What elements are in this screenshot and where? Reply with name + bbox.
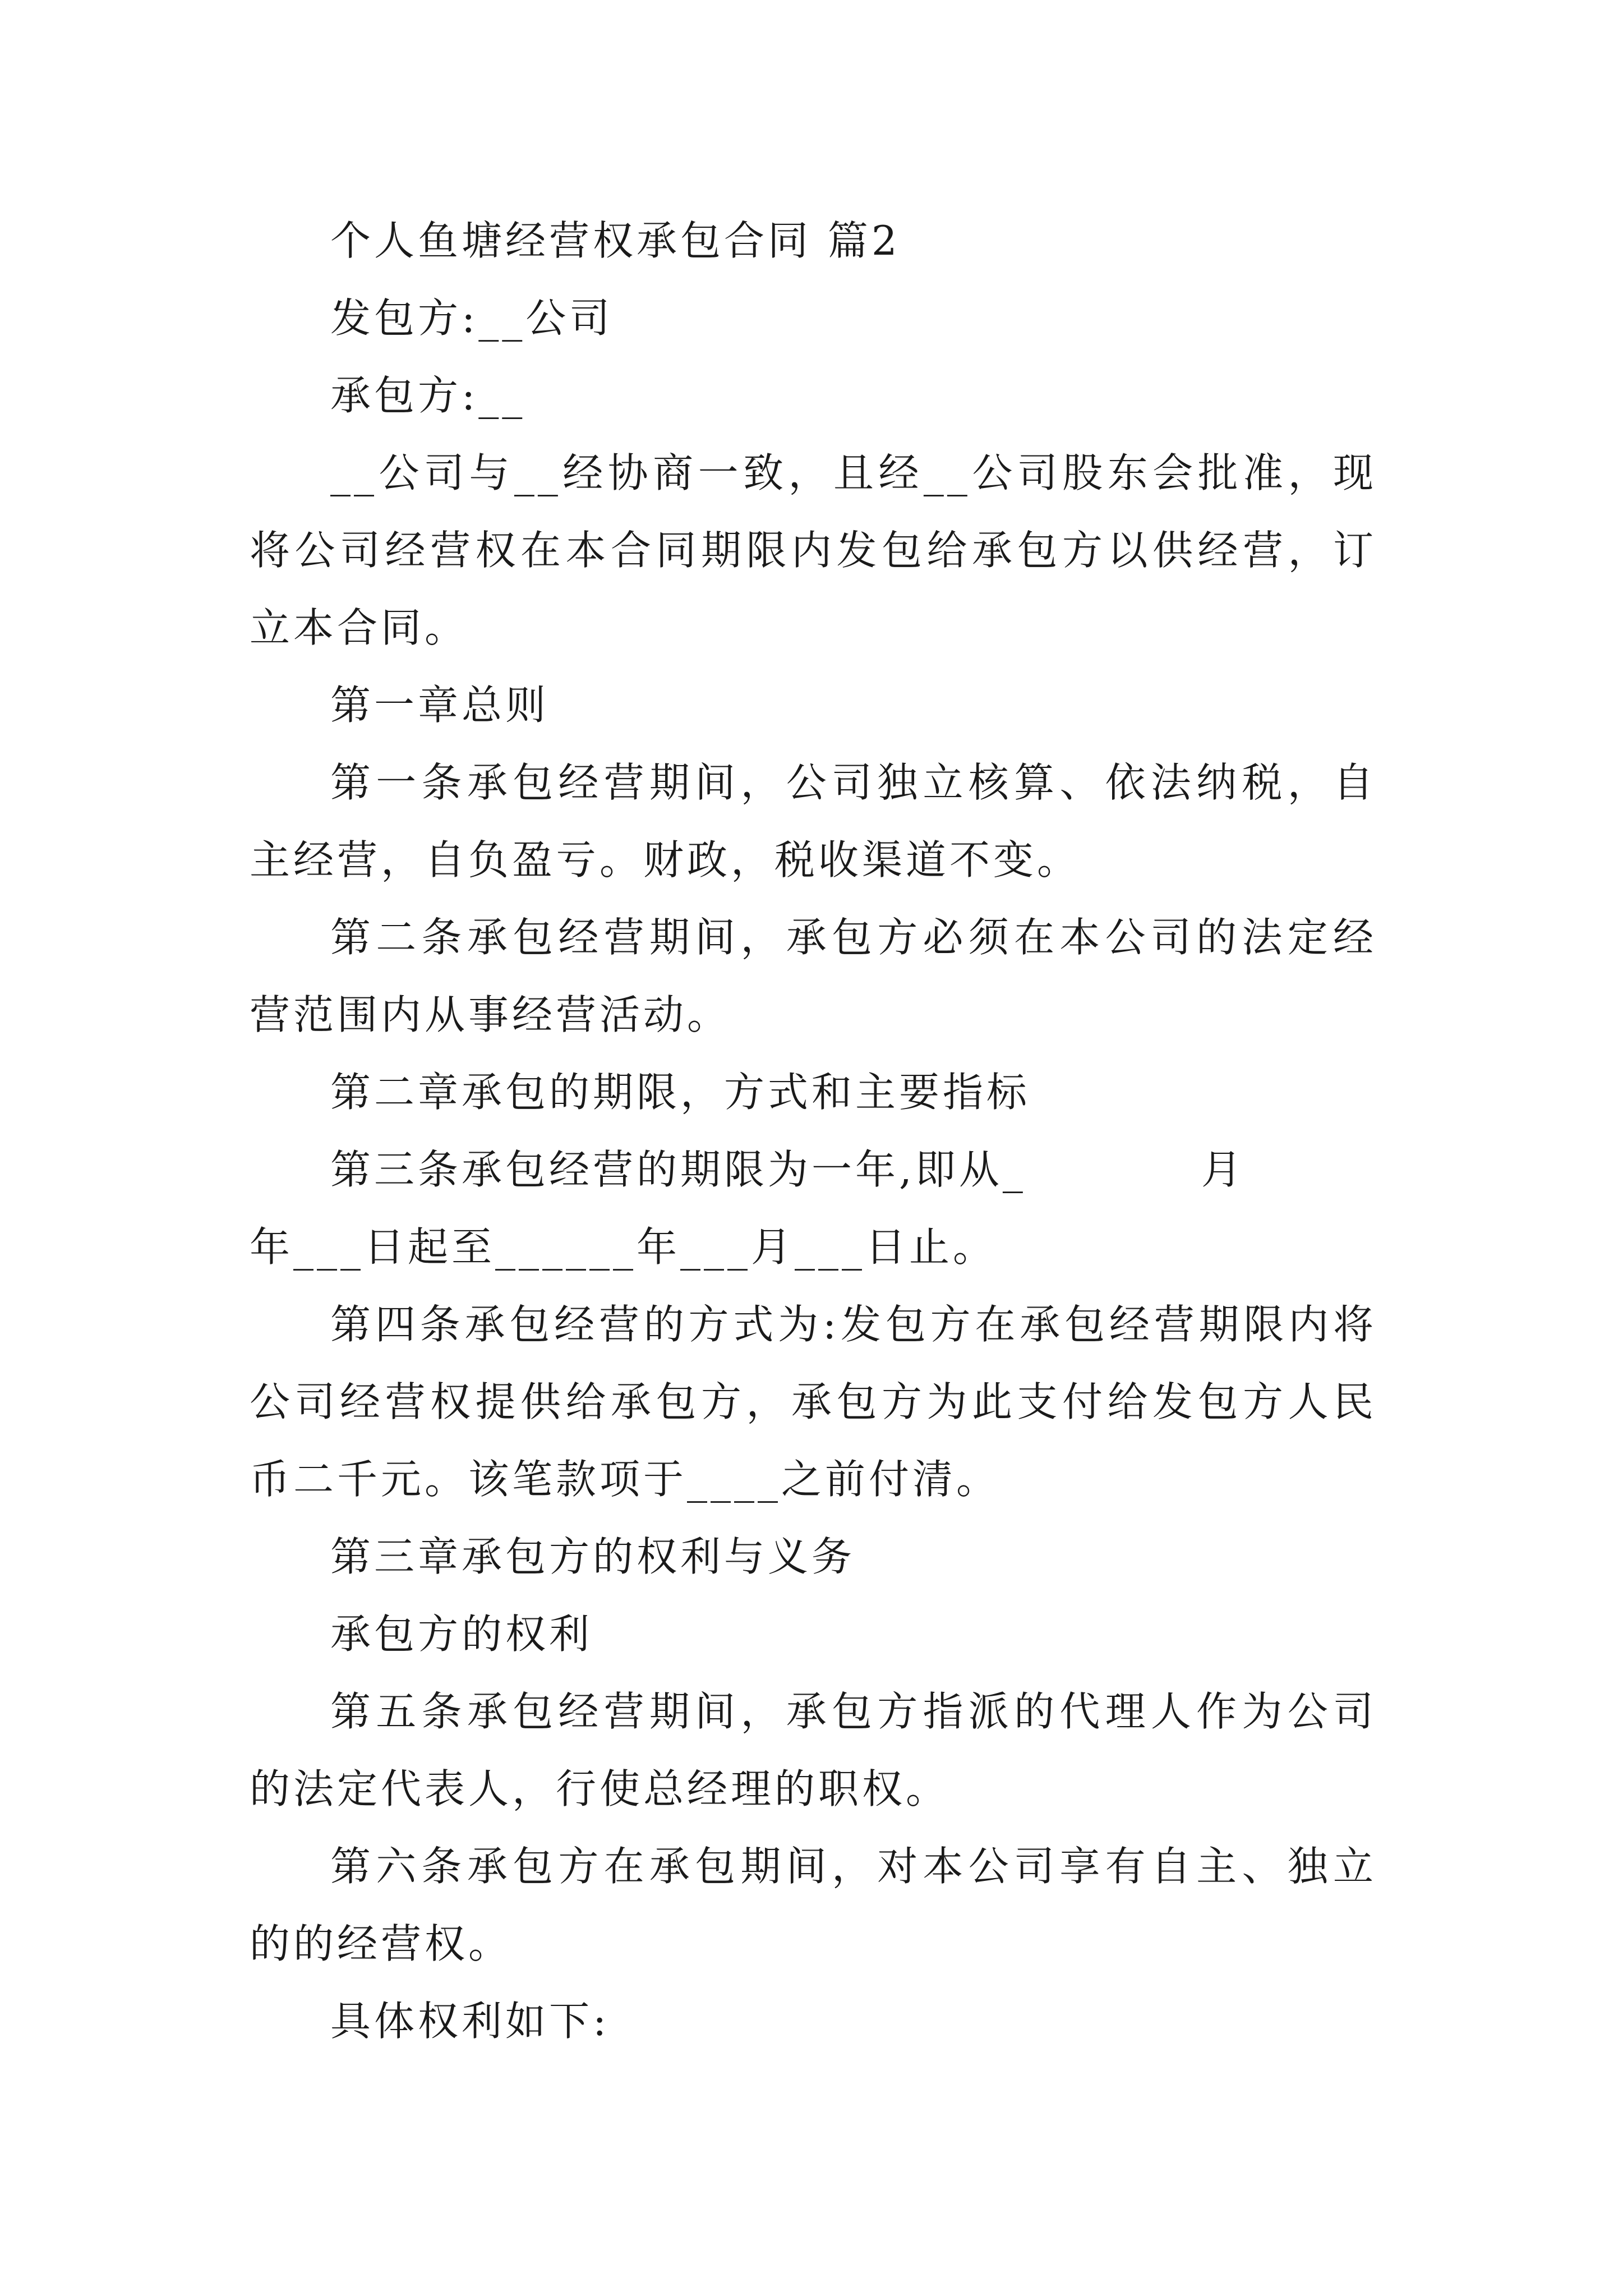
article-3-line-2: 年___日起至______年___月___日止。 [250,1223,997,1271]
article-1: 第一条承包经营期间，公司独立核算、依法纳税，自主经营，自负盈亏。财政，税收渠道不变。 [250,759,1377,884]
party-a-line: 发包方:__公司 [330,295,614,342]
contract-body [250,202,1377,2060]
rights-heading: 承包方的权利 [330,1611,593,1658]
article-2: 第二条承包经营期间，承包方必须在本公司的法定经营范围内从事经营活动。 [250,914,1377,1038]
chapter-2-heading: 第二章承包的期限，方式和主要指标 [330,1069,1031,1116]
article-3-line-1: 第三条承包经营的期限为一年,即从_ 月 [330,1146,1245,1193]
chapter-1-heading: 第一章总则 [330,682,550,729]
intro-paragraph: __公司与__经协商一致，且经__公司股东会批准，现将公司经营权在本合同期限内发包给承包方以供经营，订立本合同。 [250,449,1377,651]
article-5: 第五条承包经营期间，承包方指派的代理人作为公司的法定代表人，行使总经理的职权。 [250,1688,1377,1812]
document-title: 个人鱼塘经营权承包合同 篇2 [330,217,901,264]
article-4: 第四条承包经营的方式为:发包方在承包经营期限内将公司经营权提供给承包方，承包方为此支付给发包方人民币二千元。该笔款项于____之前付清。 [250,1301,1377,1503]
chapter-3-heading: 第三章承包方的权利与义务 [330,1533,856,1580]
rights-list-intro: 具体权利如下: [330,1998,610,2045]
article-6: 第六条承包方在承包期间，对本公司享有自主、独立的的经营权。 [250,1843,1377,1967]
party-b-line: 承包方:__ [330,372,526,419]
